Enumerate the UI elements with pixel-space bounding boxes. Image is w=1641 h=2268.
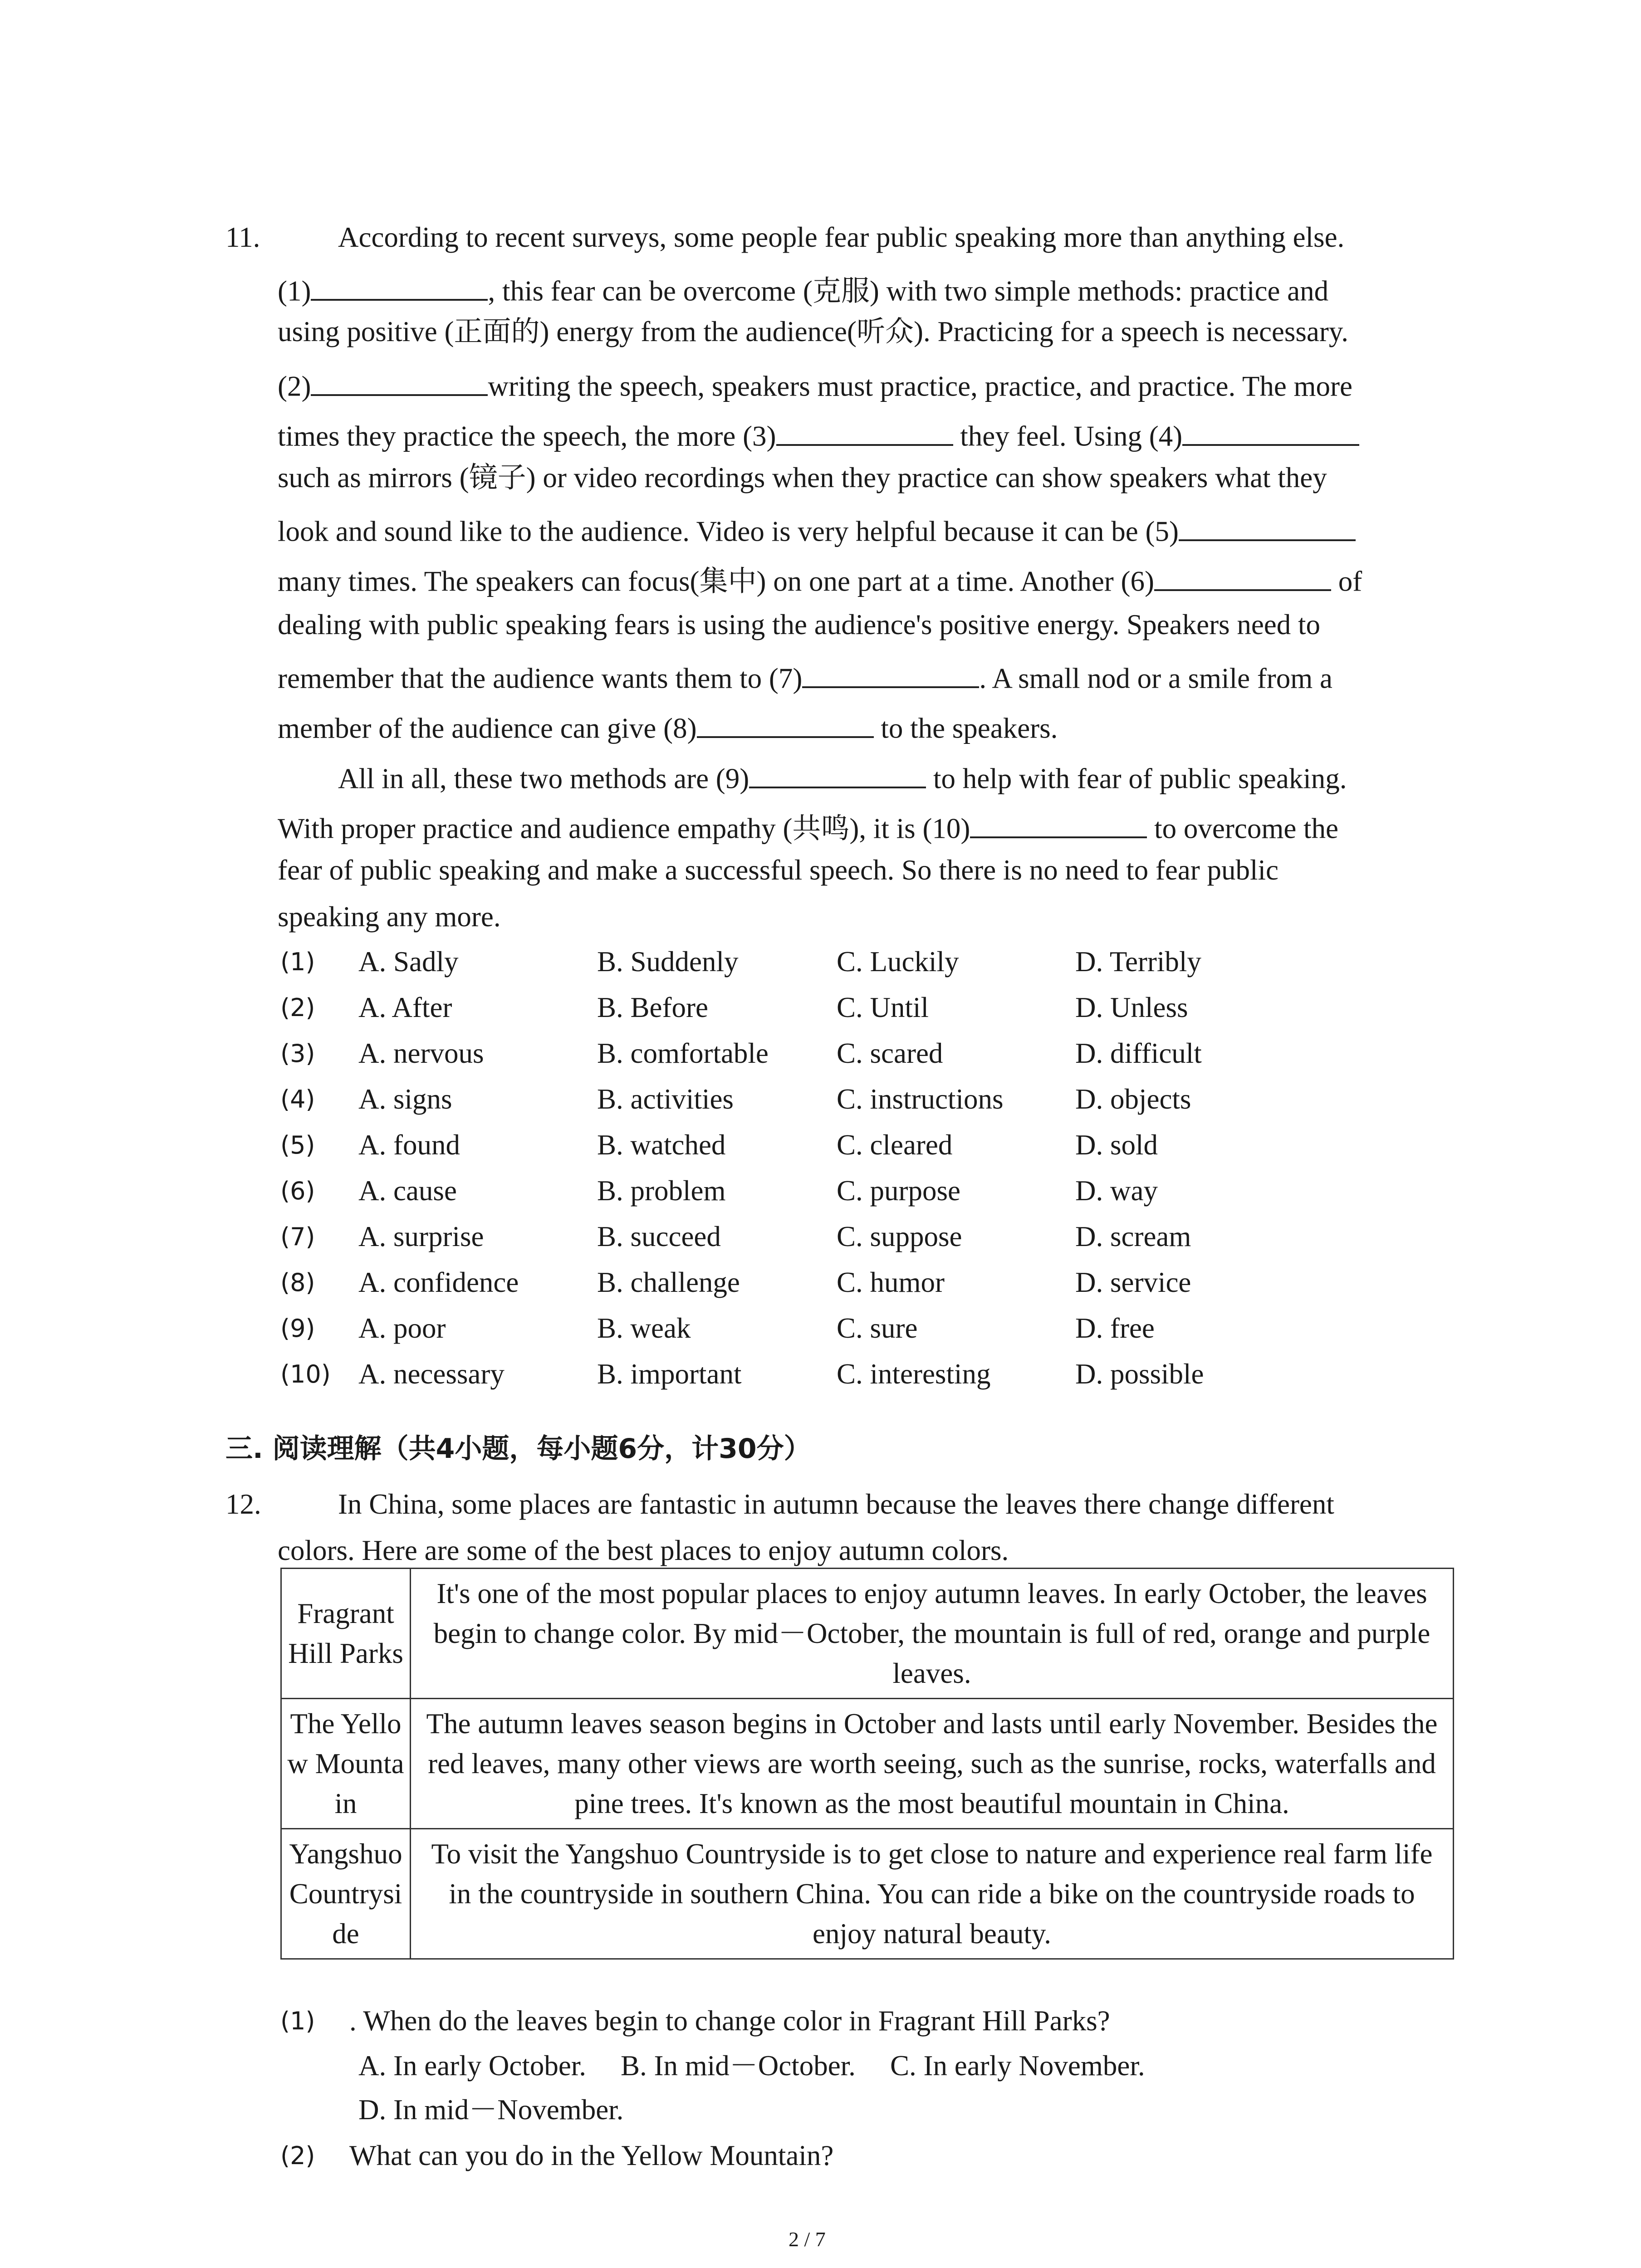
option-a[interactable]: A. After <box>358 992 452 1023</box>
blank-7[interactable] <box>802 660 979 688</box>
sub-question-number: (2) <box>280 2141 315 2170</box>
option-c[interactable]: C. interesting <box>837 1358 991 1390</box>
question-number: 12. <box>225 1488 261 1520</box>
passage-line: (1) , this fear can be overcome (克服) with two simple methods: practice and <box>278 273 1328 306</box>
option-c[interactable]: C. cleared <box>837 1129 953 1161</box>
place-description: It's one of the most popular places to enjoy autumn leaves. In early October, the leaves begin to change color. By mid－October, the mountain is full of red, orange and purple leaves. <box>411 1569 1454 1699</box>
option-b[interactable]: B. Suddenly <box>597 946 739 978</box>
option-c[interactable]: C. suppose <box>837 1221 962 1252</box>
option-a[interactable]: A. Sadly <box>358 946 459 978</box>
option-row-number: (3) <box>280 1039 315 1068</box>
passage-line: using positive (正面的) energy from the audience(听众). Practicing for a speech is necessary. <box>278 316 1349 347</box>
blank-2[interactable] <box>311 368 488 396</box>
option-b[interactable]: B. succeed <box>597 1221 721 1252</box>
blank-1[interactable] <box>311 273 488 301</box>
option-a[interactable]: A. signs <box>358 1083 452 1115</box>
place-name: The Yellow Mountain <box>281 1699 411 1829</box>
blank-3[interactable] <box>776 418 953 446</box>
option-a[interactable]: A. confidence <box>358 1266 519 1298</box>
page-number: 2 / 7 <box>789 2228 826 2251</box>
blank-10[interactable] <box>970 811 1147 838</box>
passage-line: All in all, these two methods are (9) to help with fear of public speaking. <box>338 761 1347 793</box>
passage-line: many times. The speakers can focus(集中) on one part at a time. Another (6) of <box>278 563 1362 596</box>
place-name: Yangshuo Countryside <box>281 1829 411 1959</box>
option-b[interactable]: B. activities <box>597 1083 734 1115</box>
option-d[interactable]: D. difficult <box>1075 1037 1202 1069</box>
option-d[interactable]: D. possible <box>1075 1358 1204 1390</box>
passage-line: With proper practice and audience empathy (共鸣), it is (10) to overcome the <box>278 811 1338 843</box>
passage-line: (2) writing the speech, speakers must practice, practice, and practice. The more <box>278 368 1352 401</box>
option-d[interactable]: D. sold <box>1075 1129 1158 1161</box>
option-d[interactable]: D. scream <box>1075 1221 1191 1252</box>
table-row <box>281 1829 1454 1959</box>
passage-line: fear of public speaking and make a successful speech. So there is no need to fear public <box>278 854 1279 886</box>
option-a[interactable]: A. necessary <box>358 1358 505 1390</box>
place-description: The autumn leaves season begins in October and lasts until early November. Besides the red leaves, many other views are worth seeing, such as the sunrise, rocks, waterfalls and pine trees. It's known as the most beautiful mountain in China. <box>411 1699 1454 1829</box>
passage-line: dealing with public speaking fears is using the audience's positive energy. Speakers need to <box>278 609 1320 640</box>
option-c[interactable]: C. Luckily <box>837 946 959 978</box>
place-description: To visit the Yangshuo Countryside is to get close to nature and experience real farm life in the countryside in southern China. You can ride a bike on the countryside roads to enjoy natural beauty. <box>411 1829 1454 1959</box>
section-heading: 三. 阅读理解（共4小题，每小题6分，计30分） <box>225 1433 811 1465</box>
option-b[interactable]: B. watched <box>597 1129 726 1161</box>
sub-question-text: What can you do in the Yellow Mountain? <box>349 2140 834 2171</box>
option-row-number: (10) <box>280 1360 331 1388</box>
option-d[interactable]: D. free <box>1075 1312 1155 1344</box>
option-b[interactable]: B. comfortable <box>597 1037 769 1069</box>
option-c[interactable]: C. instructions <box>837 1083 1004 1115</box>
option-c[interactable]: C. In early November. <box>890 2050 1145 2082</box>
question-number: 11. <box>225 221 260 253</box>
option-c[interactable]: C. sure <box>837 1312 918 1344</box>
sub-question-text: . When do the leaves begin to change color in Fragrant Hill Parks? <box>349 2005 1110 2037</box>
blank-6[interactable] <box>1154 563 1331 591</box>
passage-line: speaking any more. <box>278 901 501 933</box>
option-row-number: (7) <box>280 1222 315 1251</box>
option-row-number: (6) <box>280 1177 315 1205</box>
option-c[interactable]: C. humor <box>837 1266 945 1298</box>
option-c[interactable]: C. purpose <box>837 1175 960 1207</box>
table-row <box>281 1569 1454 1699</box>
passage-line: remember that the audience wants them to (7) . A small nod or a smile from a <box>278 660 1332 693</box>
option-row-number: (1) <box>280 948 315 976</box>
option-a[interactable]: A. poor <box>358 1312 446 1344</box>
option-a[interactable]: A. found <box>358 1129 460 1161</box>
option-row-number: (8) <box>280 1268 315 1297</box>
option-a[interactable]: A. cause <box>358 1175 457 1207</box>
option-c[interactable]: C. Until <box>837 992 929 1023</box>
option-a[interactable]: A. In early October. <box>358 2050 587 2082</box>
blank-4[interactable] <box>1182 418 1359 446</box>
option-b[interactable]: B. weak <box>597 1312 691 1344</box>
passage-line: According to recent surveys, some people fear public speaking more than anything else. <box>338 221 1345 253</box>
blank-5[interactable] <box>1179 513 1356 541</box>
option-row-number: (9) <box>280 1314 315 1343</box>
option-d[interactable]: D. way <box>1075 1175 1158 1207</box>
place-name: Fragrant Hill Parks <box>281 1569 411 1699</box>
option-c[interactable]: C. scared <box>837 1037 943 1069</box>
option-row-number: (5) <box>280 1131 315 1159</box>
places-table <box>280 1568 1454 1960</box>
option-d[interactable]: D. service <box>1075 1266 1191 1298</box>
option-row-number: (4) <box>280 1085 315 1114</box>
table-row <box>281 1699 1454 1829</box>
option-b[interactable]: B. important <box>597 1358 742 1390</box>
sub-question-number: (1) <box>280 2007 315 2035</box>
option-d[interactable]: D. objects <box>1075 1083 1191 1115</box>
option-d[interactable]: D. Unless <box>1075 992 1188 1023</box>
option-b[interactable]: B. In mid－October. <box>621 2050 856 2082</box>
option-b[interactable]: B. challenge <box>597 1266 740 1298</box>
option-b[interactable]: B. problem <box>597 1175 726 1207</box>
blank-8[interactable] <box>697 710 874 738</box>
passage-line: member of the audience can give (8) to the speakers. <box>278 710 1058 743</box>
option-b[interactable]: B. Before <box>597 992 708 1023</box>
blank-9[interactable] <box>749 761 926 788</box>
passage-line: times they practice the speech, the more (3) they feel. Using (4) <box>278 418 1359 451</box>
option-row-number: (2) <box>280 993 315 1022</box>
passage-line: such as mirrors (镜子) or video recordings when they practice can show speakers what they <box>278 462 1327 494</box>
passage-line: In China, some places are fantastic in autumn because the leaves there change different <box>338 1488 1334 1520</box>
option-a[interactable]: A. surprise <box>358 1221 484 1252</box>
option-d[interactable]: D. Terribly <box>1075 946 1201 978</box>
passage-line: colors. Here are some of the best places to enjoy autumn colors. <box>278 1535 1009 1566</box>
option-a[interactable]: A. nervous <box>358 1037 484 1069</box>
option-d[interactable]: D. In mid－November. <box>358 2094 624 2126</box>
passage-line: look and sound like to the audience. Video is very helpful because it can be (5) <box>278 513 1356 546</box>
